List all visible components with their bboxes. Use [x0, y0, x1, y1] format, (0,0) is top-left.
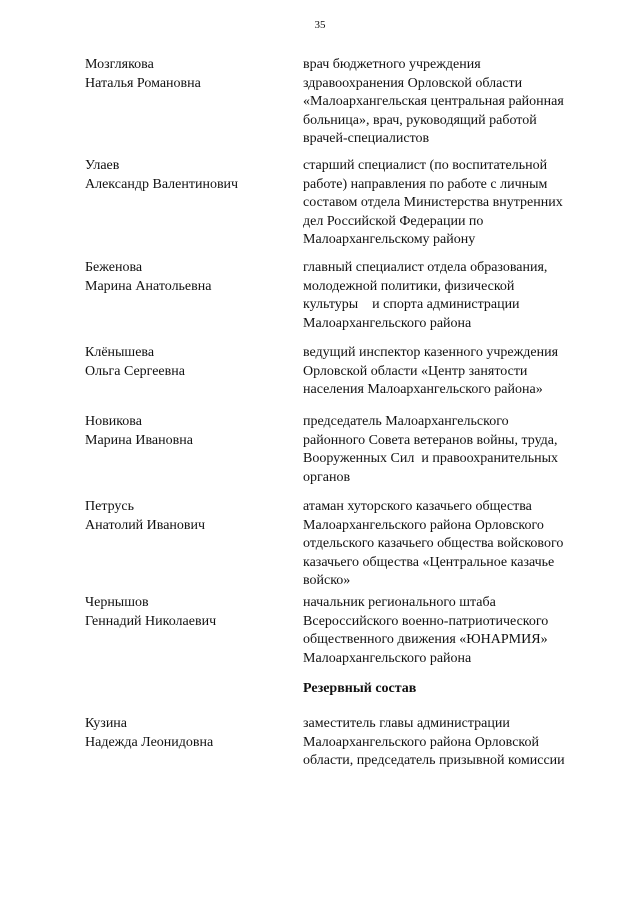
member-surname: Чернышов: [85, 595, 149, 610]
role-line: атаман хуторского казачьего общества: [303, 499, 532, 514]
member-role: [303, 413, 603, 487]
member-role: [303, 344, 603, 400]
role-line: заместитель главы администрации: [303, 716, 510, 731]
member-surname: Петрусь: [85, 499, 135, 514]
member-role: [303, 157, 603, 250]
member-surname: Мозглякова: [85, 57, 154, 72]
member-given-name: Марина Анатольевна: [85, 278, 212, 294]
member-role: [303, 56, 603, 149]
member-name: [85, 344, 285, 381]
role-line: старший специалист (по воспитательной: [303, 158, 548, 173]
member-surname: Клёнышева: [85, 345, 155, 360]
role-line: врачей-специалистов: [303, 131, 430, 147]
role-line: Вооруженных Сил и правоохранительных: [303, 451, 559, 467]
role-line: населения Малоархангельского района»: [303, 382, 543, 398]
role-line: Малоархангельскому району: [303, 232, 476, 248]
member-name: [85, 498, 285, 535]
member-surname: Кузина: [85, 716, 128, 731]
role-line: Малоархангельского района: [303, 650, 472, 666]
reserve-section-title: Резервный состав: [303, 681, 417, 696]
role-line: начальник регионального штаба: [303, 595, 496, 610]
member-given-name: Надежда Леонидовна: [85, 734, 214, 750]
member-surname: Улаев: [85, 158, 120, 173]
role-line: общественного движения «ЮНАРМИЯ»: [303, 632, 548, 648]
member-surname: Новикова: [85, 414, 142, 429]
member-role: [303, 715, 603, 771]
role-line: войско»: [303, 573, 351, 589]
member-given-name: Анатолий Иванович: [85, 517, 206, 533]
role-line: Малоархангельского района: [303, 315, 472, 331]
member-given-name: Ольга Сергеевна: [85, 363, 185, 379]
role-line: области, председатель призывной комиссии: [303, 753, 565, 769]
role-line: районного Совета ветеранов войны, труда,: [303, 432, 558, 448]
member-given-name: Александр Валентинович: [85, 176, 239, 192]
role-line: больница», врач, руководящий работой: [303, 112, 537, 128]
member-surname: Беженова: [85, 260, 143, 275]
role-line: работе) направления по работе с личным: [303, 176, 548, 192]
page-number: 35: [314, 19, 326, 31]
member-given-name: Геннадий Николаевич: [85, 613, 217, 629]
member-given-name: Наталья Романовна: [85, 75, 201, 91]
member-name: [85, 715, 285, 752]
member-name: [85, 56, 285, 93]
role-line: составом отдела Министерства внутренних: [303, 195, 563, 211]
member-name: [85, 413, 285, 450]
member-name: [85, 157, 285, 194]
role-line: казачьего общества «Центральное казачье: [303, 554, 555, 570]
role-line: отдельского казачьего общества войскового: [303, 536, 564, 552]
role-line: Орловской области «Центр занятости: [303, 363, 528, 379]
role-line: культуры и спорта администрации: [303, 297, 520, 313]
member-role: [303, 498, 603, 591]
role-line: врач бюджетного учреждения: [303, 57, 481, 72]
member-name: [85, 594, 285, 631]
member-name: [85, 259, 285, 296]
member-role: [303, 259, 603, 333]
role-line: Всероссийского военно-патриотического: [303, 613, 549, 629]
role-line: молодежной политики, физической: [303, 278, 515, 294]
member-role: [303, 594, 603, 668]
role-line: дел Российской Федерации по: [303, 213, 484, 229]
role-line: главный специалист отдела образования,: [303, 260, 548, 275]
role-line: здравоохранения Орловской области: [303, 75, 523, 91]
role-line: органов: [303, 469, 351, 485]
role-line: председатель Малоархангельского: [303, 414, 509, 429]
member-given-name: Марина Ивановна: [85, 432, 193, 448]
role-line: Малоархангельского района Орловского: [303, 517, 544, 533]
role-line: ведущий инспектор казенного учреждения: [303, 345, 559, 360]
role-line: «Малоархангельская центральная районная: [303, 94, 564, 110]
role-line: Малоархангельского района Орловской: [303, 734, 539, 750]
